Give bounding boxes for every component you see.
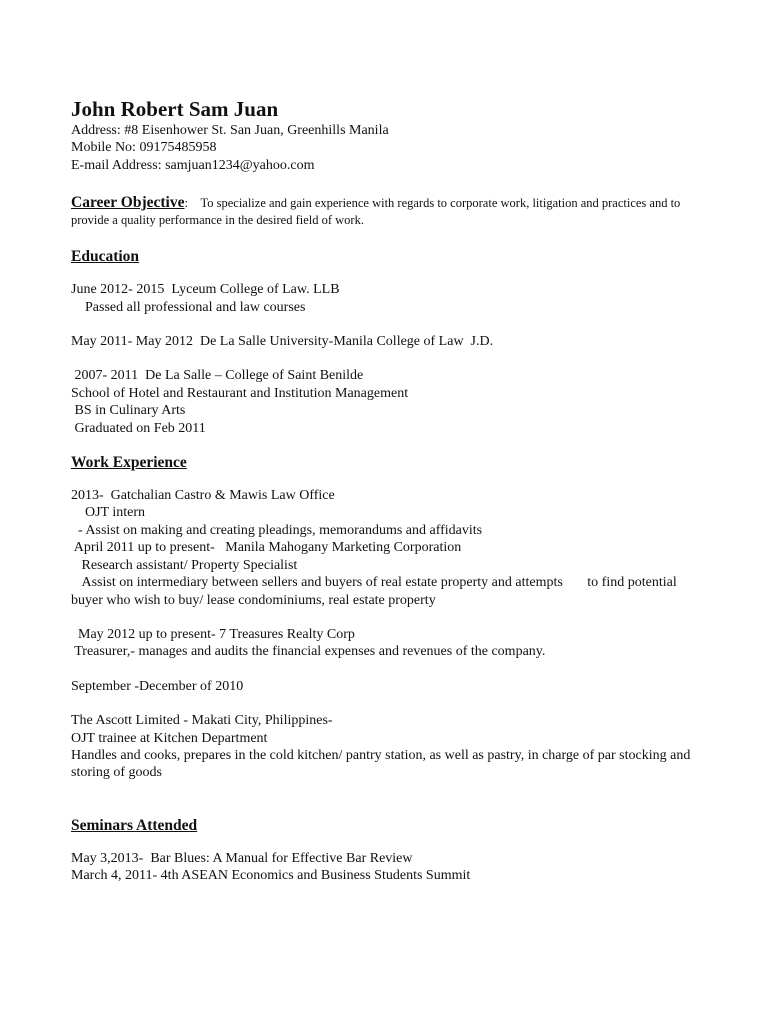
resume-document xyxy=(71,96,711,885)
education-line: Graduated on Feb 2011 xyxy=(71,420,206,436)
seminar-line: March 4, 2011- 4th ASEAN Economics and Business Students Summit xyxy=(71,868,471,884)
education-line: School of Hotel and Restaurant and Institution Management xyxy=(71,385,409,401)
education-heading: Education xyxy=(71,248,140,266)
career-objective xyxy=(71,194,711,229)
work-line: 2013- Gatchalian Castro & Mawis Law Office xyxy=(71,488,335,504)
seminars-heading: Seminars Attended xyxy=(71,816,198,834)
education-line: BS in Culinary Arts xyxy=(71,403,186,419)
work-line: September -December of 2010 xyxy=(71,678,244,694)
work-line: The Ascott Limited - Makati City, Philippines- xyxy=(71,713,333,729)
education-line: May 2011- May 2012 De La Salle University-Manila College of Law J.D. xyxy=(71,334,494,350)
work-line: Research assistant/ Property Specialist xyxy=(71,557,298,573)
address-line: Address: #8 Eisenhower St. San Juan, Greenhills Manila xyxy=(71,123,389,138)
career-objective-heading: Career Objective xyxy=(71,194,185,212)
career-objective-text: To specialize and gain experience with regards to corporate work, litigation and practices and to provide a quality performance in the desired field of work. xyxy=(71,196,681,228)
work-experience-heading: Work Experience xyxy=(71,454,187,472)
email-line: E-mail Address: samjuan1234@yahoo.com xyxy=(71,157,315,173)
career-objective-colon: : xyxy=(184,196,188,211)
mobile-line: Mobile No: 09175485958 xyxy=(71,140,217,156)
candidate-name: John Robert Sam Juan xyxy=(71,97,279,121)
work-line: Handles and cooks, prepares in the cold kitchen/ pantry station, as well as pastry, in charge of par stocking and storing of goods xyxy=(71,747,694,781)
education-line: June 2012- 2015 Lyceum College of Law. LLB xyxy=(71,282,340,298)
work-line: Treasurer,- manages and audits the financial expenses and revenues of the company. xyxy=(71,644,546,660)
work-line: - Assist on making and creating pleadings, memorandums and affidavits xyxy=(71,522,483,538)
work-line: Assist on intermediary between sellers and buyers of real estate property and attempts to find potential buyer who wish to buy/ lease condominiums, real estate property xyxy=(71,575,681,608)
education-line: 2007- 2011 De La Salle – College of Saint Benilde xyxy=(71,368,364,384)
work-line: OJT trainee at Kitchen Department xyxy=(71,730,268,746)
education-line: Passed all professional and law courses xyxy=(71,299,306,315)
seminar-line: May 3,2013- Bar Blues: A Manual for Effective Bar Review xyxy=(71,850,413,866)
work-line: May 2012 up to present- 7 Treasures Realty Corp xyxy=(71,626,355,642)
work-line: OJT intern xyxy=(71,505,146,521)
work-line: April 2011 up to present- Manila Mahogany Marketing Corporation xyxy=(71,540,462,556)
